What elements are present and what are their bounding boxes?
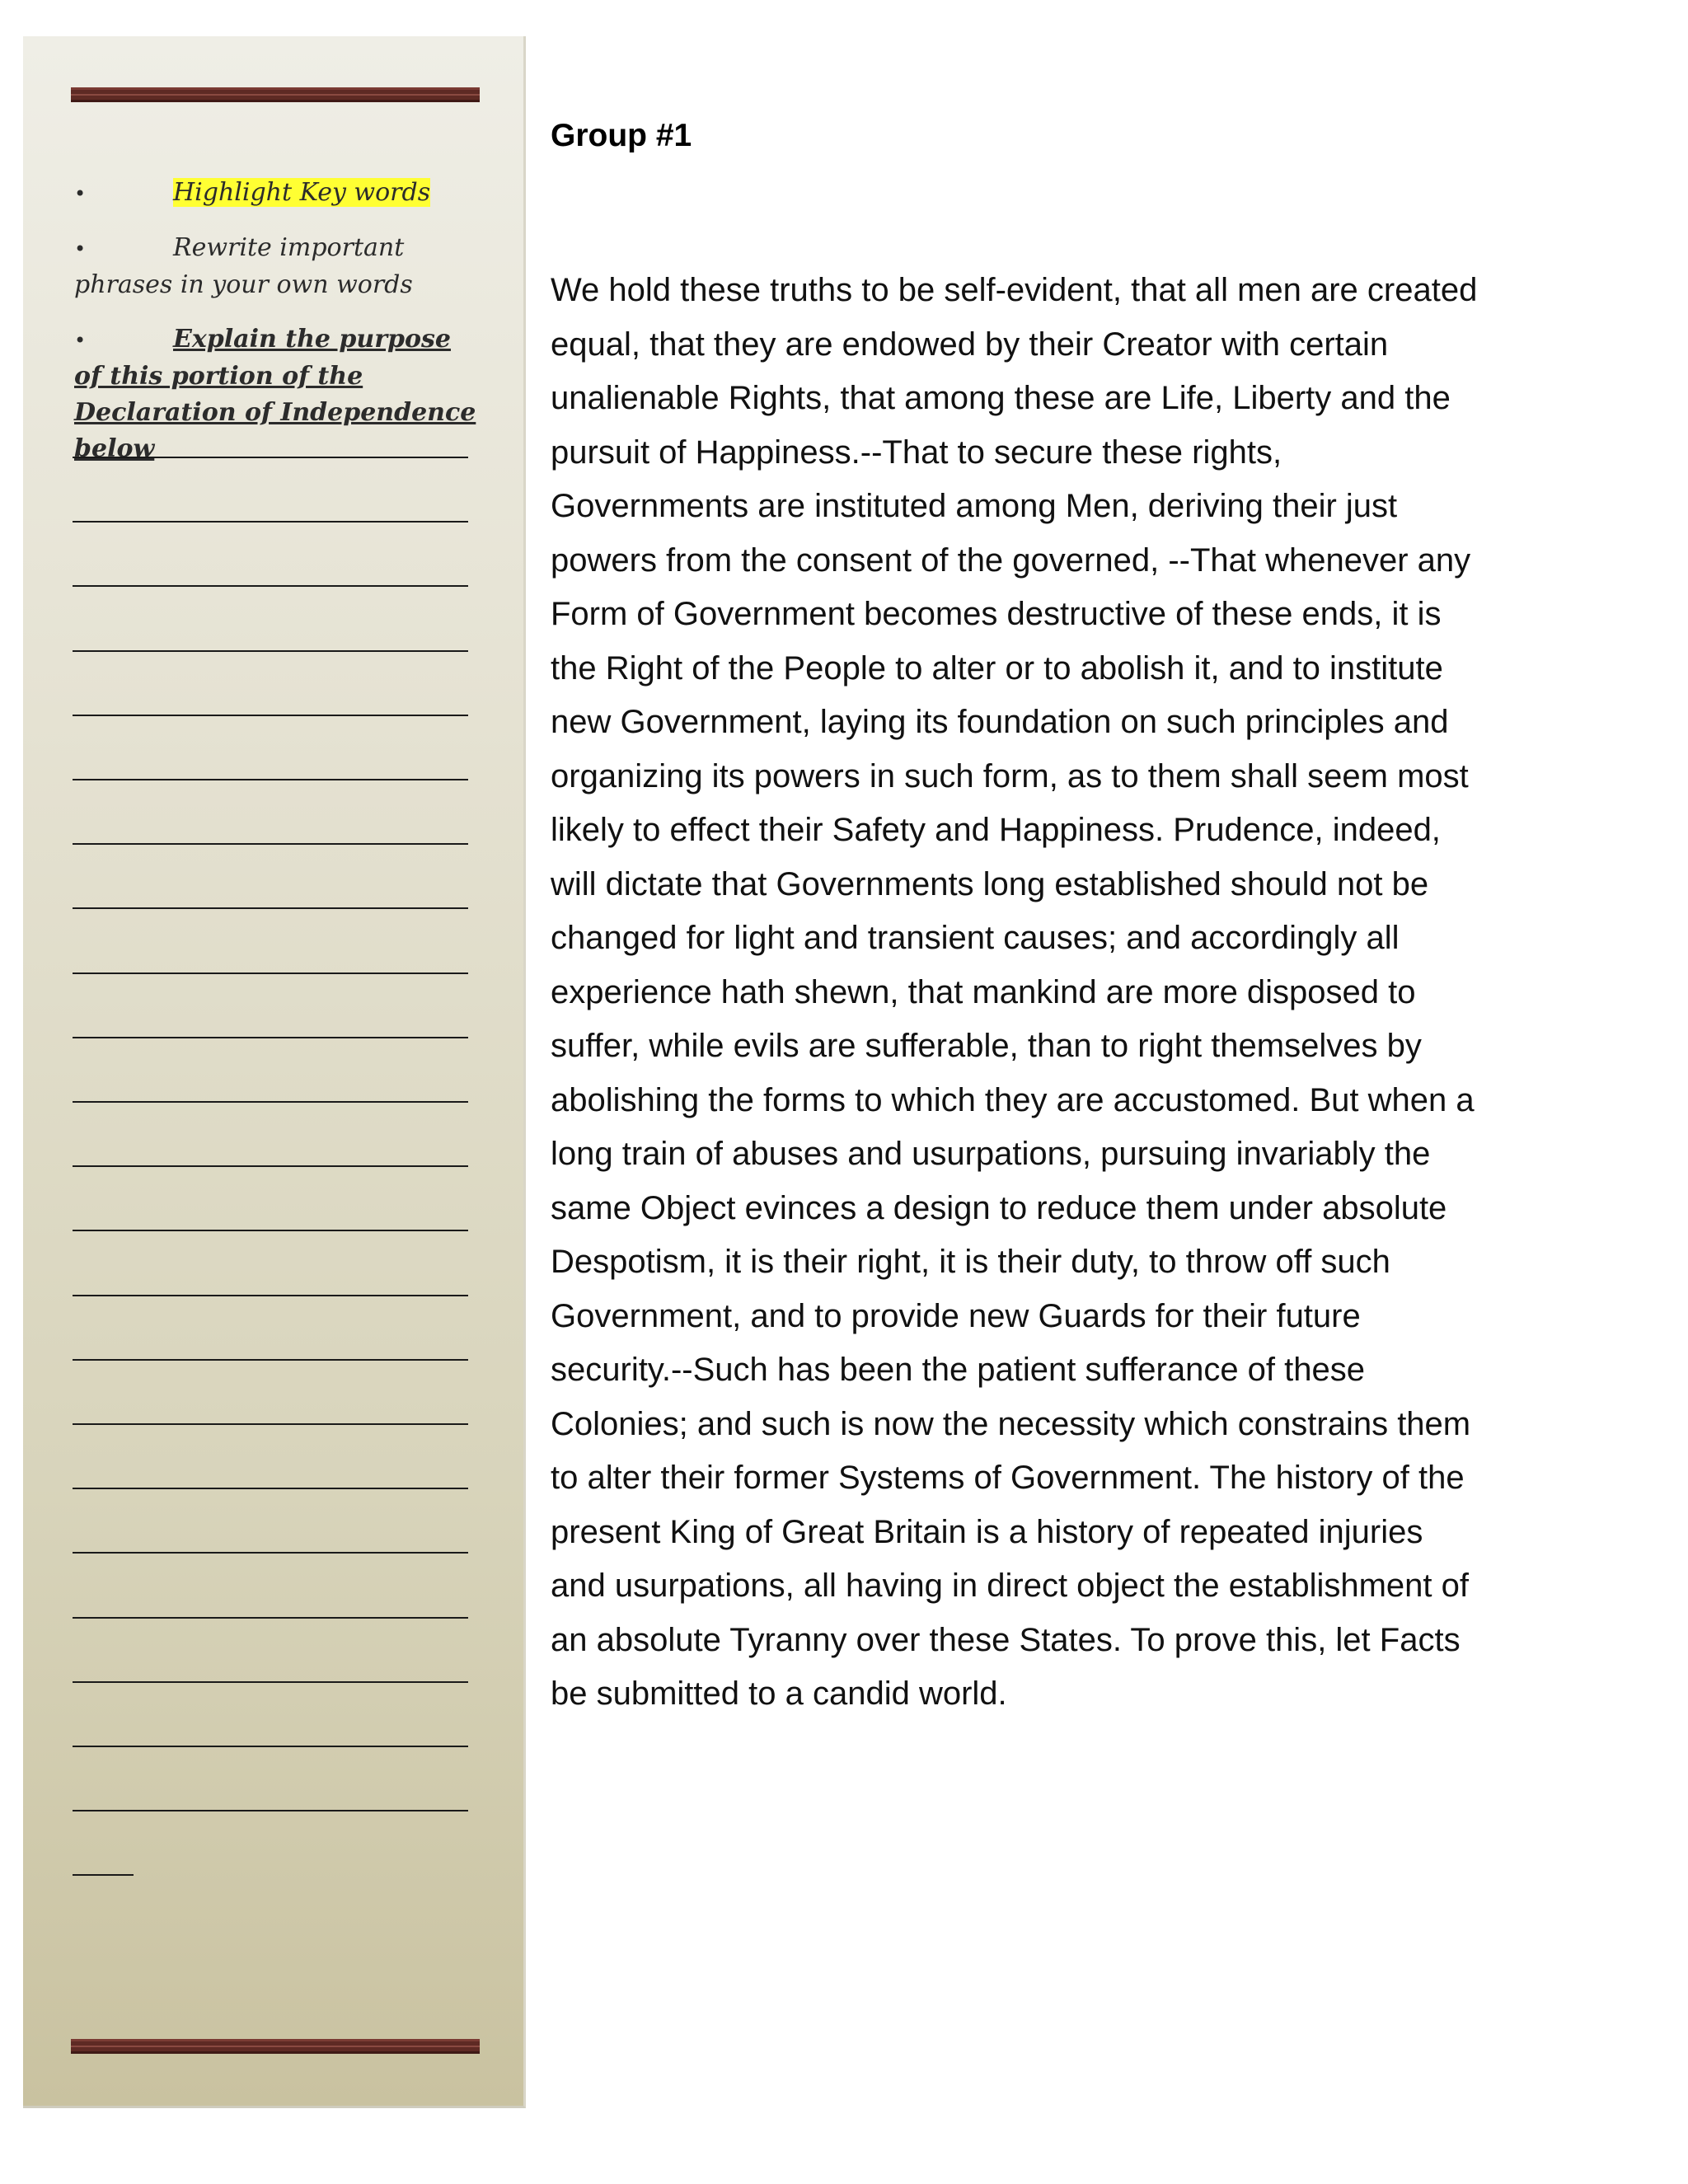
page-title: Group #1 xyxy=(551,118,692,153)
writing-line xyxy=(73,1552,468,1554)
writing-line xyxy=(73,457,468,458)
writing-line xyxy=(73,1423,468,1425)
writing-line xyxy=(73,1295,468,1296)
declaration-passage: We hold these truths to be self-evident, that all men are created equal, that they are endowed by their Creator with certain unalienable Rights, that among these are Life, Liberty and the pursuit of Happiness.--That to secure these rights, Governments are instituted among Men, deriving their just powers from the consent of the governed, --That whenever any Form of Government becomes destructive of these ends, it is the Right of the People to alter or to abolish it, and to institute new Government, laying its foundation on such principles and organizing its powers in such form, as to them shall seem most likely to effect their Safety and Happiness. Prudence, indeed, will dictate that Governments long established should not be changed for light and transient causes; and accordingly all experience hath shewn, that mankind are more disposed to suffer, while evils are sufferable, than to right themselves by abolishing the forms to which they are accustomed. But when a long train of abuses and usurpations, pursuing invariably the same Object evinces a design to reduce them under absolute Despotism, it is their right, it is their duty, to throw off such Government, and to provide new Guards for their future security.--Such has been the patient sufferance of these Colonies; and such is now the necessity which constrains them to alter their former Systems of Government. The history of the present King of Great Britain is a history of repeated injuries and usurpations, all having in direct object the establishment of an absolute Tyranny over these States. To prove this, let Facts be submitted to a candid world. xyxy=(551,272,1478,1712)
writing-line xyxy=(73,779,468,780)
writing-line xyxy=(73,907,468,909)
instruction-item-explain xyxy=(74,321,486,467)
writing-line xyxy=(73,585,468,587)
bullet-marker: • xyxy=(74,329,87,352)
writing-line xyxy=(73,521,468,523)
writing-line xyxy=(73,1165,468,1167)
bullet-marker: • xyxy=(74,182,87,205)
writing-line xyxy=(73,1617,468,1619)
sidebar-bottom-rule xyxy=(71,2039,480,2054)
instruction-list xyxy=(74,175,486,485)
writing-line xyxy=(73,650,468,652)
instruction-item-rewrite xyxy=(74,230,486,303)
writing-line xyxy=(73,972,468,974)
instruction-text: Rewrite important phrases in your own words xyxy=(74,233,413,299)
sidebar-panel xyxy=(23,36,526,2108)
instruction-item-highlight xyxy=(74,175,486,212)
writing-line xyxy=(73,1874,134,1876)
writing-line xyxy=(73,1746,468,1747)
instruction-text: Explain the purpose of this portion of the Declaration of Independence below xyxy=(74,325,476,463)
writing-line xyxy=(73,1488,468,1489)
writing-line xyxy=(73,1681,468,1683)
sidebar-top-rule xyxy=(71,87,480,102)
main-content xyxy=(551,115,1498,1722)
writing-line xyxy=(73,1037,468,1038)
writing-line xyxy=(73,1230,468,1231)
writing-line xyxy=(73,1810,468,1811)
writing-line xyxy=(73,1359,468,1361)
writing-line xyxy=(73,715,468,716)
bullet-marker: • xyxy=(74,237,87,260)
writing-line xyxy=(73,843,468,845)
writing-line xyxy=(73,1101,468,1103)
instruction-text: Highlight Key words xyxy=(173,178,431,207)
